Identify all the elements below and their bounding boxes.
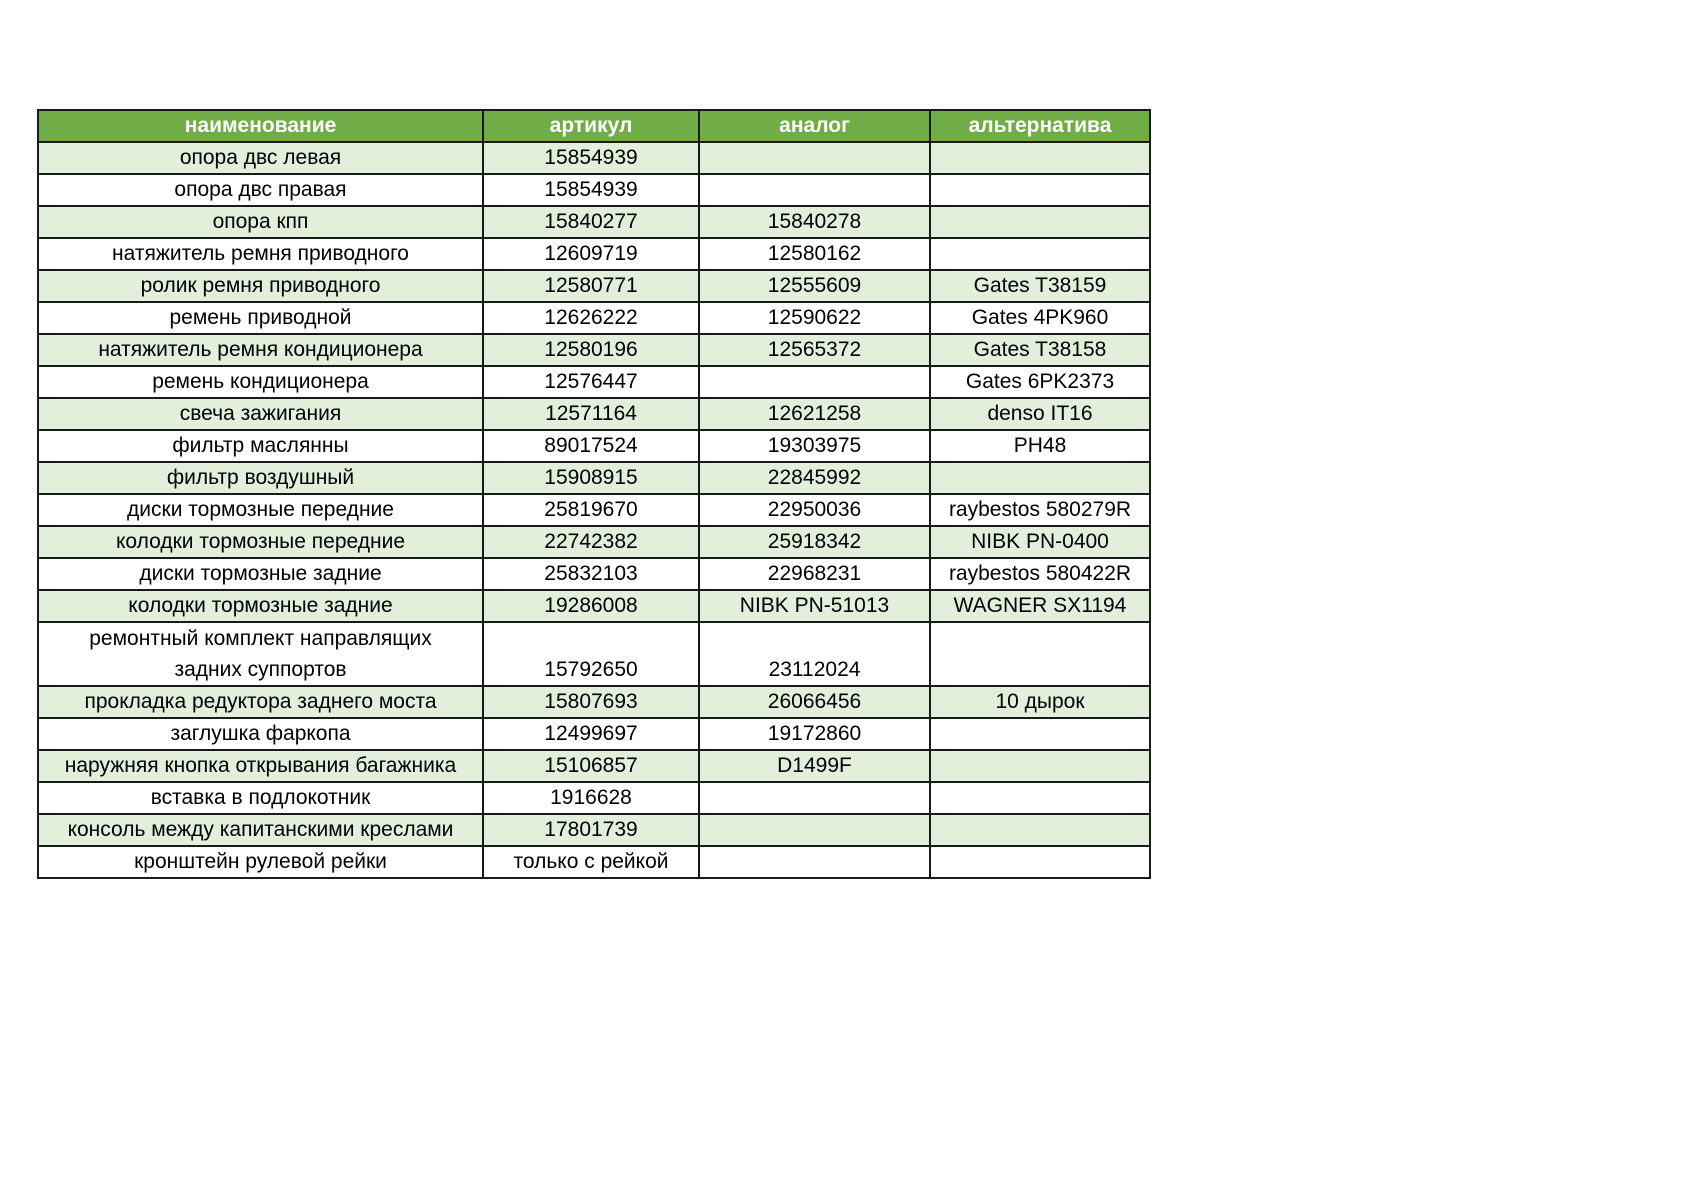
cell-name: консоль между капитанскими креслами (38, 814, 483, 846)
table-row (38, 526, 1150, 558)
cell-alternative: raybestos 580422R (930, 558, 1150, 590)
cell-analog: 15840278 (699, 206, 930, 238)
cell-name: ремень кондиционера (38, 366, 483, 398)
cell-name: прокладка редуктора заднего моста (38, 686, 483, 718)
cell-name: диски тормозные передние (38, 494, 483, 526)
cell-alternative: Gates 4PK960 (930, 302, 1150, 334)
table-row (38, 142, 1150, 174)
cell-alternative (930, 462, 1150, 494)
cell-alternative: denso IT16 (930, 398, 1150, 430)
cell-alternative: Gates T38159 (930, 270, 1150, 302)
cell-analog: 23112024 (699, 622, 930, 686)
cell-article: 1916628 (483, 782, 699, 814)
cell-name: колодки тормозные передние (38, 526, 483, 558)
cell-name: колодки тормозные задние (38, 590, 483, 622)
cell-analog (699, 174, 930, 206)
cell-article: 89017524 (483, 430, 699, 462)
cell-article: 15792650 (483, 622, 699, 686)
header-analog: аналог (699, 110, 930, 142)
cell-analog (699, 142, 930, 174)
cell-article: 12499697 (483, 718, 699, 750)
table-row (38, 590, 1150, 622)
cell-alternative (930, 238, 1150, 270)
cell-article: 17801739 (483, 814, 699, 846)
cell-alternative (930, 718, 1150, 750)
cell-article: только с рейкой (483, 846, 699, 878)
cell-article: 25819670 (483, 494, 699, 526)
cell-article: 15106857 (483, 750, 699, 782)
cell-analog (699, 366, 930, 398)
table-row (38, 814, 1150, 846)
header-article: артикул (483, 110, 699, 142)
cell-alternative (930, 782, 1150, 814)
cell-analog: 19172860 (699, 718, 930, 750)
cell-article: 15854939 (483, 142, 699, 174)
cell-article: 12576447 (483, 366, 699, 398)
table-row (38, 494, 1150, 526)
cell-analog (699, 814, 930, 846)
cell-name: ремень приводной (38, 302, 483, 334)
cell-analog: 22950036 (699, 494, 930, 526)
cell-alternative: WAGNER SX1194 (930, 590, 1150, 622)
cell-analog: 25918342 (699, 526, 930, 558)
cell-analog: NIBK PN-51013 (699, 590, 930, 622)
cell-name: вставка в подлокотник (38, 782, 483, 814)
cell-analog: 26066456 (699, 686, 930, 718)
cell-article: 15807693 (483, 686, 699, 718)
cell-alternative (930, 846, 1150, 878)
cell-article: 25832103 (483, 558, 699, 590)
parts-table (37, 109, 1151, 879)
cell-article: 12626222 (483, 302, 699, 334)
table-row (38, 750, 1150, 782)
cell-article: 15854939 (483, 174, 699, 206)
cell-analog: 12565372 (699, 334, 930, 366)
cell-name: кронштейн рулевой рейки (38, 846, 483, 878)
cell-name: наружняя кнопка открывания багажника (38, 750, 483, 782)
cell-name: фильтр воздушный (38, 462, 483, 494)
cell-analog: 22845992 (699, 462, 930, 494)
header-alternative: альтернатива (930, 110, 1150, 142)
cell-name: натяжитель ремня кондиционера (38, 334, 483, 366)
cell-name-line: задних суппортов (174, 658, 347, 681)
table-row (38, 622, 1150, 686)
cell-analog (699, 846, 930, 878)
header-name: наименование (38, 110, 483, 142)
table-row (38, 366, 1150, 398)
cell-analog (699, 782, 930, 814)
cell-name: ролик ремня приводного (38, 270, 483, 302)
cell-alternative: Gates T38158 (930, 334, 1150, 366)
table-row (38, 846, 1150, 878)
cell-article: 12609719 (483, 238, 699, 270)
cell-article: 12580196 (483, 334, 699, 366)
cell-name: заглушка фаркопа (38, 718, 483, 750)
cell-alternative: PH48 (930, 430, 1150, 462)
cell-alternative (930, 622, 1150, 686)
cell-name: опора двс левая (38, 142, 483, 174)
cell-analog: 12621258 (699, 398, 930, 430)
cell-article: 22742382 (483, 526, 699, 558)
cell-alternative (930, 206, 1150, 238)
cell-alternative: NIBK PN-0400 (930, 526, 1150, 558)
header-row (38, 110, 1150, 142)
cell-analog: 19303975 (699, 430, 930, 462)
table-row (38, 462, 1150, 494)
cell-analog: 12555609 (699, 270, 930, 302)
cell-analog: D1499F (699, 750, 930, 782)
table-row (38, 558, 1150, 590)
table-row (38, 430, 1150, 462)
cell-alternative: Gates 6PK2373 (930, 366, 1150, 398)
cell-name: натяжитель ремня приводного (38, 238, 483, 270)
cell-analog: 22968231 (699, 558, 930, 590)
cell-name-line: ремонтный комплект направлящих (89, 627, 432, 650)
table-row (38, 686, 1150, 718)
table-row (38, 718, 1150, 750)
table-row (38, 398, 1150, 430)
cell-alternative: raybestos 580279R (930, 494, 1150, 526)
table-row (38, 334, 1150, 366)
cell-alternative: 10 дырок (930, 686, 1150, 718)
cell-article: 12580771 (483, 270, 699, 302)
table-row (38, 174, 1150, 206)
cell-article: 15908915 (483, 462, 699, 494)
table-row (38, 238, 1150, 270)
cell-article: 15840277 (483, 206, 699, 238)
cell-name: фильтр маслянны (38, 430, 483, 462)
cell-name: диски тормозные задние (38, 558, 483, 590)
spreadsheet-page (37, 109, 1151, 879)
cell-alternative (930, 142, 1150, 174)
cell-analog: 12590622 (699, 302, 930, 334)
cell-name: свеча зажигания (38, 398, 483, 430)
cell-name: опора двс правая (38, 174, 483, 206)
cell-article: 12571164 (483, 398, 699, 430)
table-row (38, 206, 1150, 238)
cell-analog: 12580162 (699, 238, 930, 270)
table-row (38, 302, 1150, 334)
table-body (38, 142, 1150, 878)
cell-name (38, 622, 483, 686)
cell-article: 19286008 (483, 590, 699, 622)
table-row (38, 782, 1150, 814)
table-row (38, 270, 1150, 302)
cell-name: опора кпп (38, 206, 483, 238)
cell-alternative (930, 814, 1150, 846)
cell-alternative (930, 174, 1150, 206)
cell-alternative (930, 750, 1150, 782)
